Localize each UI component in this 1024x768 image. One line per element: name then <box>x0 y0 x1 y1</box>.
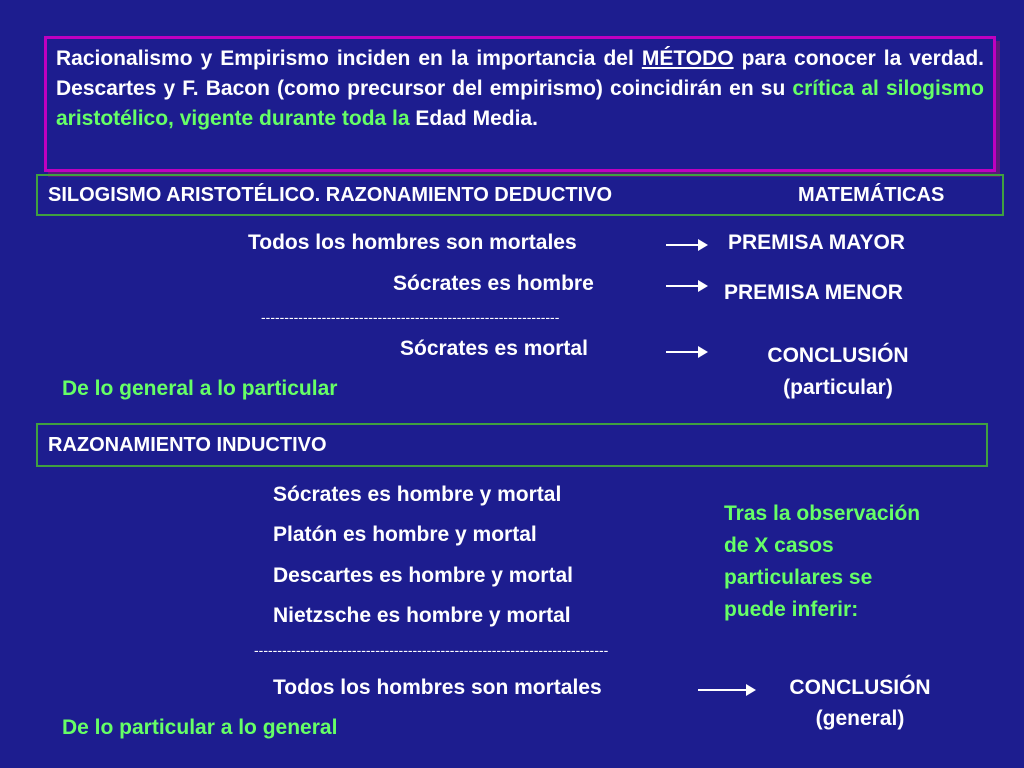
premise-major-label: PREMISA MAYOR <box>728 231 905 254</box>
inductive-case: Nietzsche es hombre y mortal <box>273 604 571 627</box>
arrow-icon <box>666 351 706 353</box>
inductive-conclusion-label: CONCLUSIÓN <box>789 676 931 699</box>
deductive-conclusion-label: CONCLUSIÓN <box>767 344 909 367</box>
inductive-side-note <box>724 498 920 626</box>
intro-green: crítica al silogismo aristotélico, vigente durante toda la <box>56 77 985 130</box>
intro-part1: Racionalismo y Empirismo inciden en la importancia del <box>56 47 642 70</box>
deductive-header-left: SILOGISMO ARISTOTÉLICO. RAZONAMIENTO DEDUCTIVO <box>48 184 613 206</box>
side-note-line: de X casos <box>724 534 834 557</box>
inductive-divider: ---------------------------------------------------------------------------- <box>254 642 609 658</box>
premise-major-text: Todos los hombres son mortales <box>248 231 577 254</box>
intro-metodo: MÉTODO <box>641 47 734 70</box>
premise-minor-text: Sócrates es hombre <box>393 272 594 295</box>
inductive-header: RAZONAMIENTO INDUCTIVO <box>48 434 327 456</box>
arrow-icon <box>666 244 706 246</box>
deductive-divider: ---------------------------------------------------------------- <box>261 309 560 325</box>
inductive-conclusion-text: Todos los hombres son mortales <box>273 676 602 699</box>
deductive-conclusion-sub: (particular) <box>783 376 893 399</box>
premise-minor-label: PREMISA MENOR <box>724 281 903 304</box>
inductive-case: Platón es hombre y mortal <box>273 523 537 546</box>
intro-text <box>56 44 984 134</box>
inductive-case: Sócrates es hombre y mortal <box>273 483 562 506</box>
intro-part3: Edad Media. <box>409 107 538 130</box>
arrow-icon <box>666 285 706 287</box>
deductive-conclusion-text: Sócrates es mortal <box>400 337 588 360</box>
inductive-note: De lo particular a lo general <box>62 716 338 739</box>
deductive-note: De lo general a lo particular <box>62 377 338 400</box>
arrow-icon <box>698 689 754 691</box>
side-note-line: Tras la observación <box>724 502 921 525</box>
side-note-line: particulares se <box>724 566 873 589</box>
inductive-case: Descartes es hombre y mortal <box>273 564 573 587</box>
side-note-line: puede inferir: <box>724 598 859 621</box>
inductive-conclusion-sub: (general) <box>815 707 905 730</box>
deductive-header-right: MATEMÁTICAS <box>798 184 945 206</box>
intro-part2: para conocer la verdad. Descartes y F. Bacon (como precursor del empirismo) coincidirán en su <box>56 47 984 100</box>
